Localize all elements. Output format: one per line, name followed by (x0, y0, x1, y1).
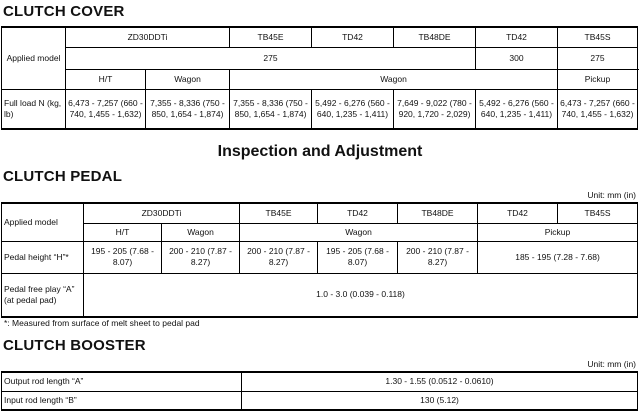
inspection-title: Inspection and Adjustment (217, 143, 423, 160)
load-value: 6,473 - 7,257 (660 - 740, 1,455 - 1,632) (558, 89, 638, 129)
model-cell: TD42 (312, 27, 394, 47)
output-rod-value: 1.30 - 1.55 (0.0512 - 0.0610) (242, 372, 638, 391)
size-cell: 275 (558, 47, 638, 69)
height-value: 195 - 205 (7.68 - 8.07) (84, 241, 162, 273)
load-value: 7,355 - 8,336 (750 - 850, 1,654 - 1,874) (230, 89, 312, 129)
body-cell: H/T (84, 223, 162, 241)
body-cell: Wagon (240, 223, 478, 241)
height-value: 195 - 205 (7.68 - 8.07) (318, 241, 398, 273)
clutch-booster-table (1, 371, 638, 411)
free-play-value: 1.0 - 3.0 (0.039 - 0.118) (84, 273, 638, 317)
output-rod-label: Output rod length “A” (2, 372, 242, 391)
model-cell: TB45E (240, 203, 318, 223)
model-cell: TD42 (478, 203, 558, 223)
load-value: 7,649 - 9,022 (780 - 920, 1,720 - 2,029) (394, 89, 476, 129)
clutch-cover-title: CLUTCH COVER (3, 3, 125, 20)
height-value: 200 - 210 (7.87 - 8.27) (162, 241, 240, 273)
height-value: 200 - 210 (7.87 - 8.27) (240, 241, 318, 273)
model-cell: TB45S (558, 203, 638, 223)
model-cell: TB45S (558, 27, 638, 47)
applied-model-label: Applied model (2, 27, 66, 89)
model-cell: TB45E (230, 27, 312, 47)
pedal-unit: Unit: mm (in) (587, 190, 636, 200)
model-cell: TD42 (476, 27, 558, 47)
clutch-pedal-table (1, 202, 638, 318)
clutch-pedal-title: CLUTCH PEDAL (3, 168, 123, 185)
model-cell: ZD30DDTi (84, 203, 240, 223)
input-rod-label: Input rod length “B” (2, 391, 242, 410)
size-cell: 300 (476, 47, 558, 69)
model-cell: TD42 (318, 203, 398, 223)
free-play-label: Pedal free play “A” (at pedal pad) (2, 273, 84, 317)
body-cell: Wagon (162, 223, 240, 241)
load-value: 5,492 - 6,276 (560 - 640, 1,235 - 1,411) (476, 89, 558, 129)
model-cell: TB48DE (394, 27, 476, 47)
pedal-applied-label: Applied model (2, 203, 84, 241)
body-cell: Wagon (146, 69, 230, 89)
full-load-label: Full load N (kg, lb) (2, 89, 66, 129)
model-cell: TB48DE (398, 203, 478, 223)
body-cell: H/T (66, 69, 146, 89)
pedal-footnote: *: Measured from surface of melt sheet to pedal pad (4, 318, 200, 328)
model-cell: ZD30DDTi (66, 27, 230, 47)
height-value: 200 - 210 (7.87 - 8.27) (398, 241, 478, 273)
size-cell: 275 (66, 47, 476, 69)
load-value: 6,473 - 7,257 (660 - 740, 1,455 - 1,632) (66, 89, 146, 129)
pedal-height-label: Pedal height “H”* (2, 241, 84, 273)
body-cell: Pickup (558, 69, 638, 89)
clutch-cover-table (1, 26, 638, 130)
body-cell: Pickup (478, 223, 638, 241)
height-value: 185 - 195 (7.28 - 7.68) (478, 241, 638, 273)
load-value: 7,355 - 8,336 (750 - 850, 1,654 - 1,874) (146, 89, 230, 129)
clutch-booster-title: CLUTCH BOOSTER (3, 337, 146, 354)
body-cell: Wagon (230, 69, 558, 89)
booster-unit: Unit: mm (in) (587, 359, 636, 369)
input-rod-value: 130 (5.12) (242, 391, 638, 410)
load-value: 5,492 - 6,276 (560 - 640, 1,235 - 1,411) (312, 89, 394, 129)
